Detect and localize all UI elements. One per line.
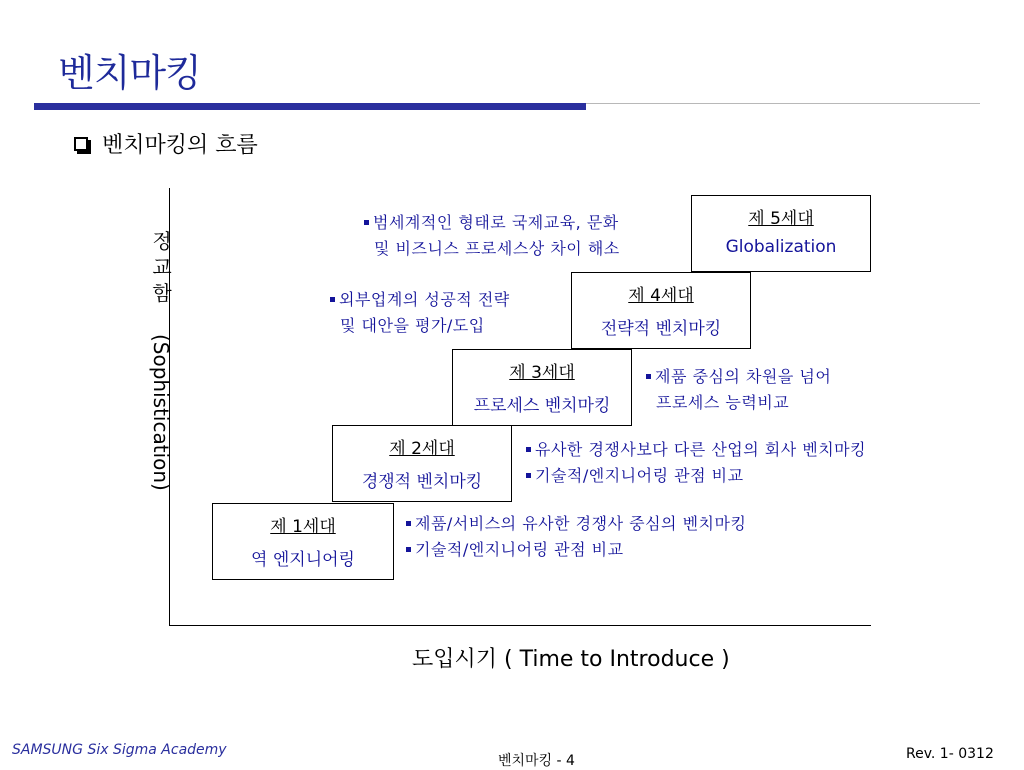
footer-revision: Rev. 1- 0312 bbox=[906, 746, 994, 762]
generation-label: 제 5세대 bbox=[748, 209, 814, 229]
description-line: 제품 중심의 차원을 넘어 bbox=[646, 364, 831, 390]
section-heading-text: 벤치마킹의 흐름 bbox=[102, 133, 258, 158]
generation-4-description bbox=[330, 287, 510, 339]
title-underline-bar bbox=[34, 103, 586, 110]
square-bullet-icon bbox=[646, 374, 651, 379]
description-line: 및 비즈니스 프로세스상 차이 해소 bbox=[374, 239, 620, 258]
y-axis-label-latin: (Sophistication) bbox=[149, 334, 173, 491]
description-line: 기술적/엔지니어링 관점 비교 bbox=[526, 463, 866, 489]
generation-name: 전략적 벤치마킹 bbox=[600, 319, 722, 339]
generation-box-2 bbox=[332, 425, 512, 502]
generation-name: 경쟁적 벤치마킹 bbox=[361, 472, 483, 492]
generation-box-5 bbox=[691, 195, 871, 272]
square-bullet-icon bbox=[330, 297, 335, 302]
generation-name: 프로세스 벤치마킹 bbox=[473, 396, 611, 416]
generation-1-description bbox=[406, 511, 746, 563]
y-axis-label bbox=[149, 228, 173, 491]
generation-name: 역 엔지니어링 bbox=[251, 550, 355, 570]
generation-2-description bbox=[526, 437, 866, 489]
square-bullet-icon bbox=[526, 473, 531, 478]
x-axis-label: 도입시기 ( Time to Introduce ) bbox=[412, 647, 730, 672]
generation-name: Globalization bbox=[725, 237, 837, 257]
description-line: 유사한 경쟁사보다 다른 산업의 회사 벤치마킹 bbox=[526, 437, 866, 463]
generation-label: 제 2세대 bbox=[389, 439, 455, 459]
generation-label: 제 3세대 bbox=[509, 363, 575, 383]
description-line: 제품/서비스의 유사한 경쟁사 중심의 벤치마킹 bbox=[406, 511, 746, 537]
description-line: 및 대안을 평가/도입 bbox=[340, 316, 485, 335]
square-bullet-icon bbox=[526, 447, 531, 452]
title-divider-line bbox=[586, 103, 980, 104]
description-line: 범세계적인 형태로 국제교육, 문화 bbox=[364, 210, 620, 236]
y-axis-label-char: 함 bbox=[152, 281, 172, 305]
checkbox-bullet-icon bbox=[74, 137, 88, 151]
description-line: 기술적/엔지니어링 관점 비교 bbox=[406, 537, 746, 563]
page-title: 벤치마킹 bbox=[58, 51, 201, 95]
generation-3-description bbox=[646, 364, 831, 416]
generation-box-1 bbox=[212, 503, 394, 580]
generation-5-description bbox=[364, 210, 620, 262]
description-line: 외부업계의 성공적 전략 bbox=[330, 287, 510, 313]
generation-box-4 bbox=[571, 272, 751, 349]
footer-page-number: 벤치마킹 - 4 bbox=[498, 753, 575, 769]
generation-box-3 bbox=[452, 349, 632, 426]
square-bullet-icon bbox=[364, 220, 369, 225]
section-heading bbox=[74, 128, 258, 159]
generation-label: 제 4세대 bbox=[628, 286, 694, 306]
x-axis-line bbox=[169, 625, 871, 626]
footer-academy: SAMSUNG Six Sigma Academy bbox=[12, 742, 227, 758]
square-bullet-icon bbox=[406, 521, 411, 526]
y-axis-label-char: 정 bbox=[152, 229, 172, 253]
y-axis-label-char: 교 bbox=[152, 255, 172, 279]
square-bullet-icon bbox=[406, 547, 411, 552]
description-line: 프로세스 능력비교 bbox=[656, 393, 790, 412]
generation-label: 제 1세대 bbox=[270, 517, 336, 537]
